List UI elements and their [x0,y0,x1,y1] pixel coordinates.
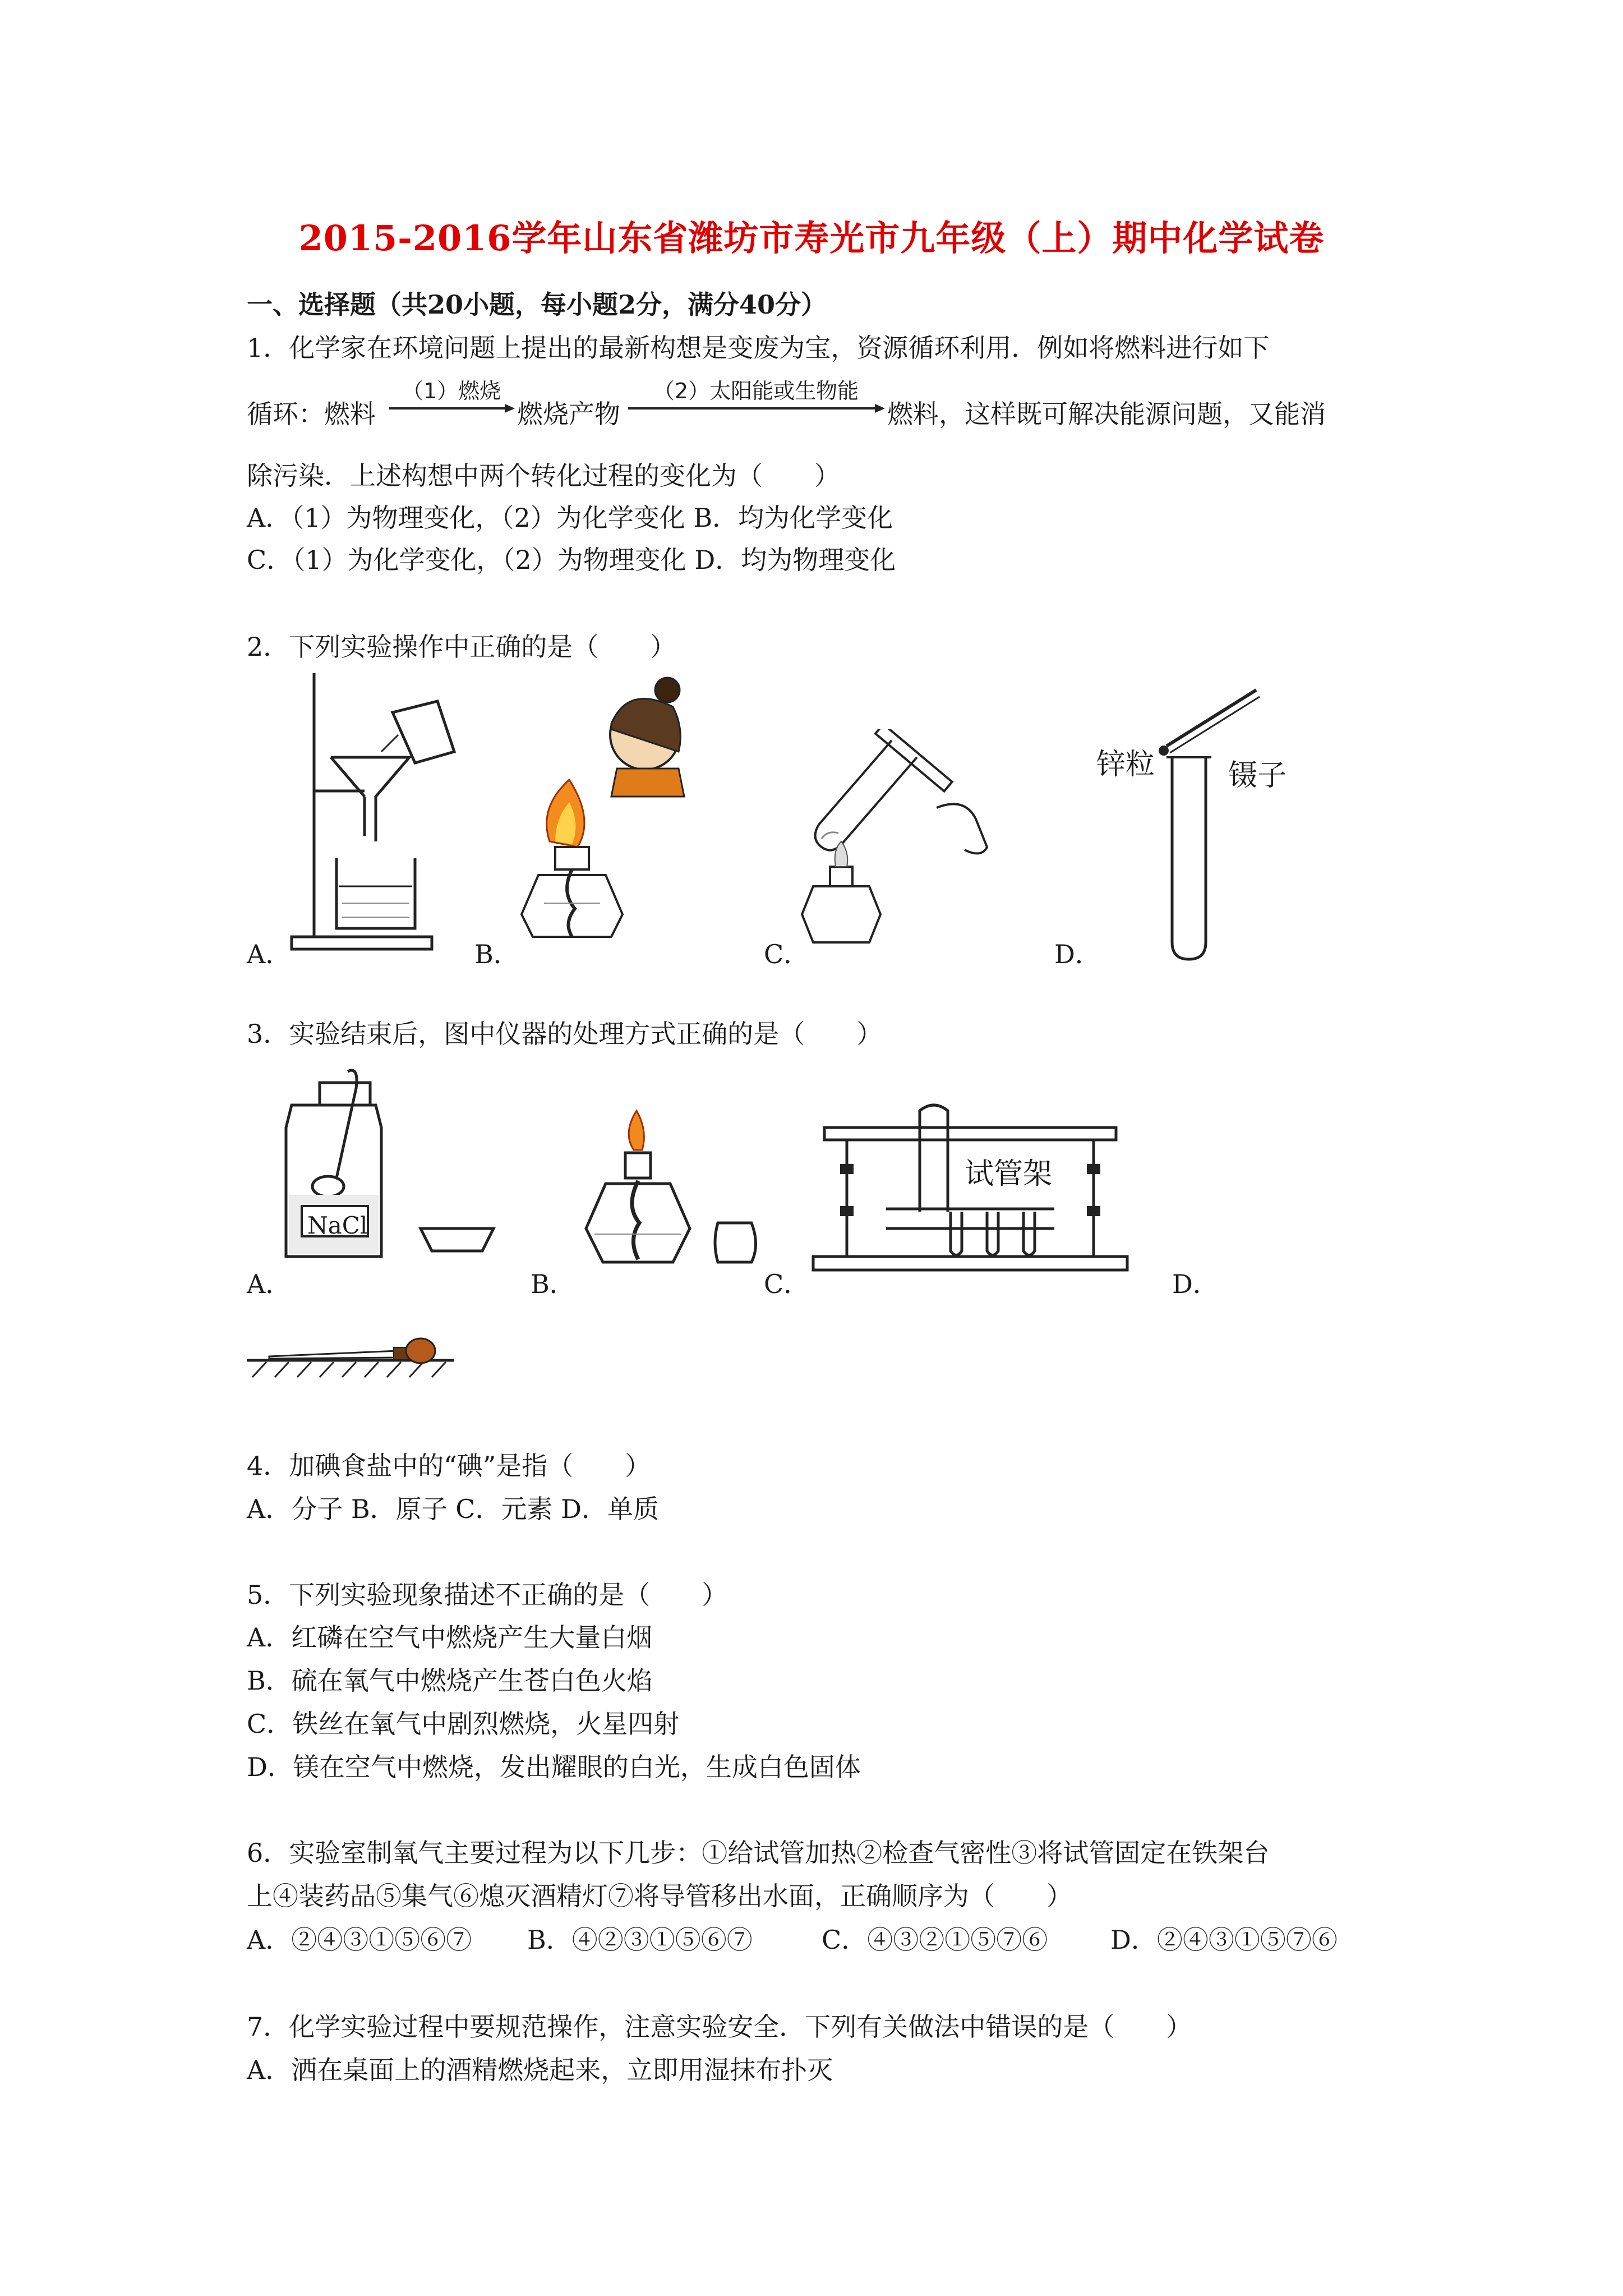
dropper-on-table-image [247,1329,454,1380]
q3-label-a: A． [247,1269,292,1299]
q3-label-c: C． [764,1269,810,1299]
right-arrow-icon [626,376,886,421]
q3-stem: 3．实验结束后，图中仪器的处理方式正确的是（ ） [247,1019,883,1049]
q5-option-c: C．铁丝在氧气中剧烈燃烧，火星四射 [247,1709,680,1739]
alcohol-lamp-image [572,1099,763,1290]
q5-option-d: D．镁在空气中燃烧，发出耀眼的白光，生成白色固体 [247,1752,861,1782]
zinc-test-tube-image [1088,684,1312,965]
arrow-solar [626,376,886,421]
q6-option-c: C．④③②①⑤⑦⑥ [822,1925,1048,1955]
q6-option-b: B．④②③①⑤⑥⑦ [527,1925,753,1955]
q3-label-b: B． [531,1269,575,1299]
q2-label-b: B． [474,939,519,969]
q2-label-d: D． [1054,939,1101,969]
q6-option-a: A．②④③①⑤⑥⑦ [247,1925,472,1955]
q5-stem: 5．下列实验现象描述不正确的是（ ） [247,1580,728,1610]
exam-title: 2015-2016学年山东省潍坊市寿光市九年级（上）期中化学试卷 [298,218,1325,259]
q4-options: A．分子 B．原子 C．元素 D．单质 [247,1494,659,1524]
q1-line2-mid: 燃烧产物 [517,399,620,429]
q1-options-ab: A．（1）为物理变化，（2）为化学变化 B．均为化学变化 [247,503,893,533]
q1-line2-start: 循环：燃料 [247,399,376,429]
section-header: 一、选择题（共20小题，每小题2分，满分40分） [247,289,827,320]
q4-stem: 4．加碘食盐中的“碘”是指（ ） [247,1451,651,1481]
nacl-bottle-image [280,1066,505,1290]
right-arrow-icon [387,376,516,421]
q6-option-d: D．②④③①⑤⑦⑥ [1110,1925,1338,1955]
q5-option-b: B．硫在氧气中燃烧产生苍白色火焰 [247,1665,653,1696]
arrow-combustion-label: （1）燃烧 [402,379,501,403]
nacl-label: NaCl [307,1212,368,1239]
arrow-combustion [387,376,516,421]
q5-option-a: A．红磷在空气中燃烧产生大量白烟 [247,1622,653,1653]
q6-line1: 6．实验室制氧气主要过程为以下几步：①给试管加热②检查气密性③将试管固定在铁架台 [247,1838,1270,1868]
q1-line1: 1．化学家在环境问题上提出的最新构想是变废为宝，资源循环利用．例如将燃料进行如下 [247,333,1270,363]
heating-test-tube-image [796,729,998,965]
q6-line2: 上④装药品⑤集气⑥熄灭酒精灯⑦将导管移出水面，正确顺序为（ ） [247,1881,1072,1911]
q1-line2 [247,376,1391,429]
q2-stem: 2．下列实验操作中正确的是（ ） [247,632,676,662]
q7-option-a: A．洒在桌面上的酒精燃烧起来，立即用湿抹布扑灭 [247,2055,833,2085]
arrow-solar-label: （2）太阳能或生物能 [653,379,859,403]
q2-label-a: A． [247,939,292,969]
zinc-label: 锌粒 [1096,748,1155,781]
blowing-alcohol-lamp-image [516,673,740,959]
q2-label-c: C． [764,939,810,969]
q1-options-cd: C．（1）为化学变化，（2）为物理变化 D．均为物理变化 [247,545,896,575]
q1-line3: 除污染．上述构想中两个转化过程的变化为（ ） [247,461,840,491]
q1-line2-end: 燃料，这样既可解决能源问题，又能消 [887,399,1326,429]
tweezers-label: 镊子 [1228,759,1287,793]
q7-stem: 7．化学实验过程中要规范操作，注意实验安全．下列有关做法中错误的是（ ） [247,2012,1192,2042]
q3-label-d: D． [1172,1269,1219,1299]
rack-label: 试管架 [965,1157,1053,1191]
filtration-apparatus-image [286,668,488,959]
